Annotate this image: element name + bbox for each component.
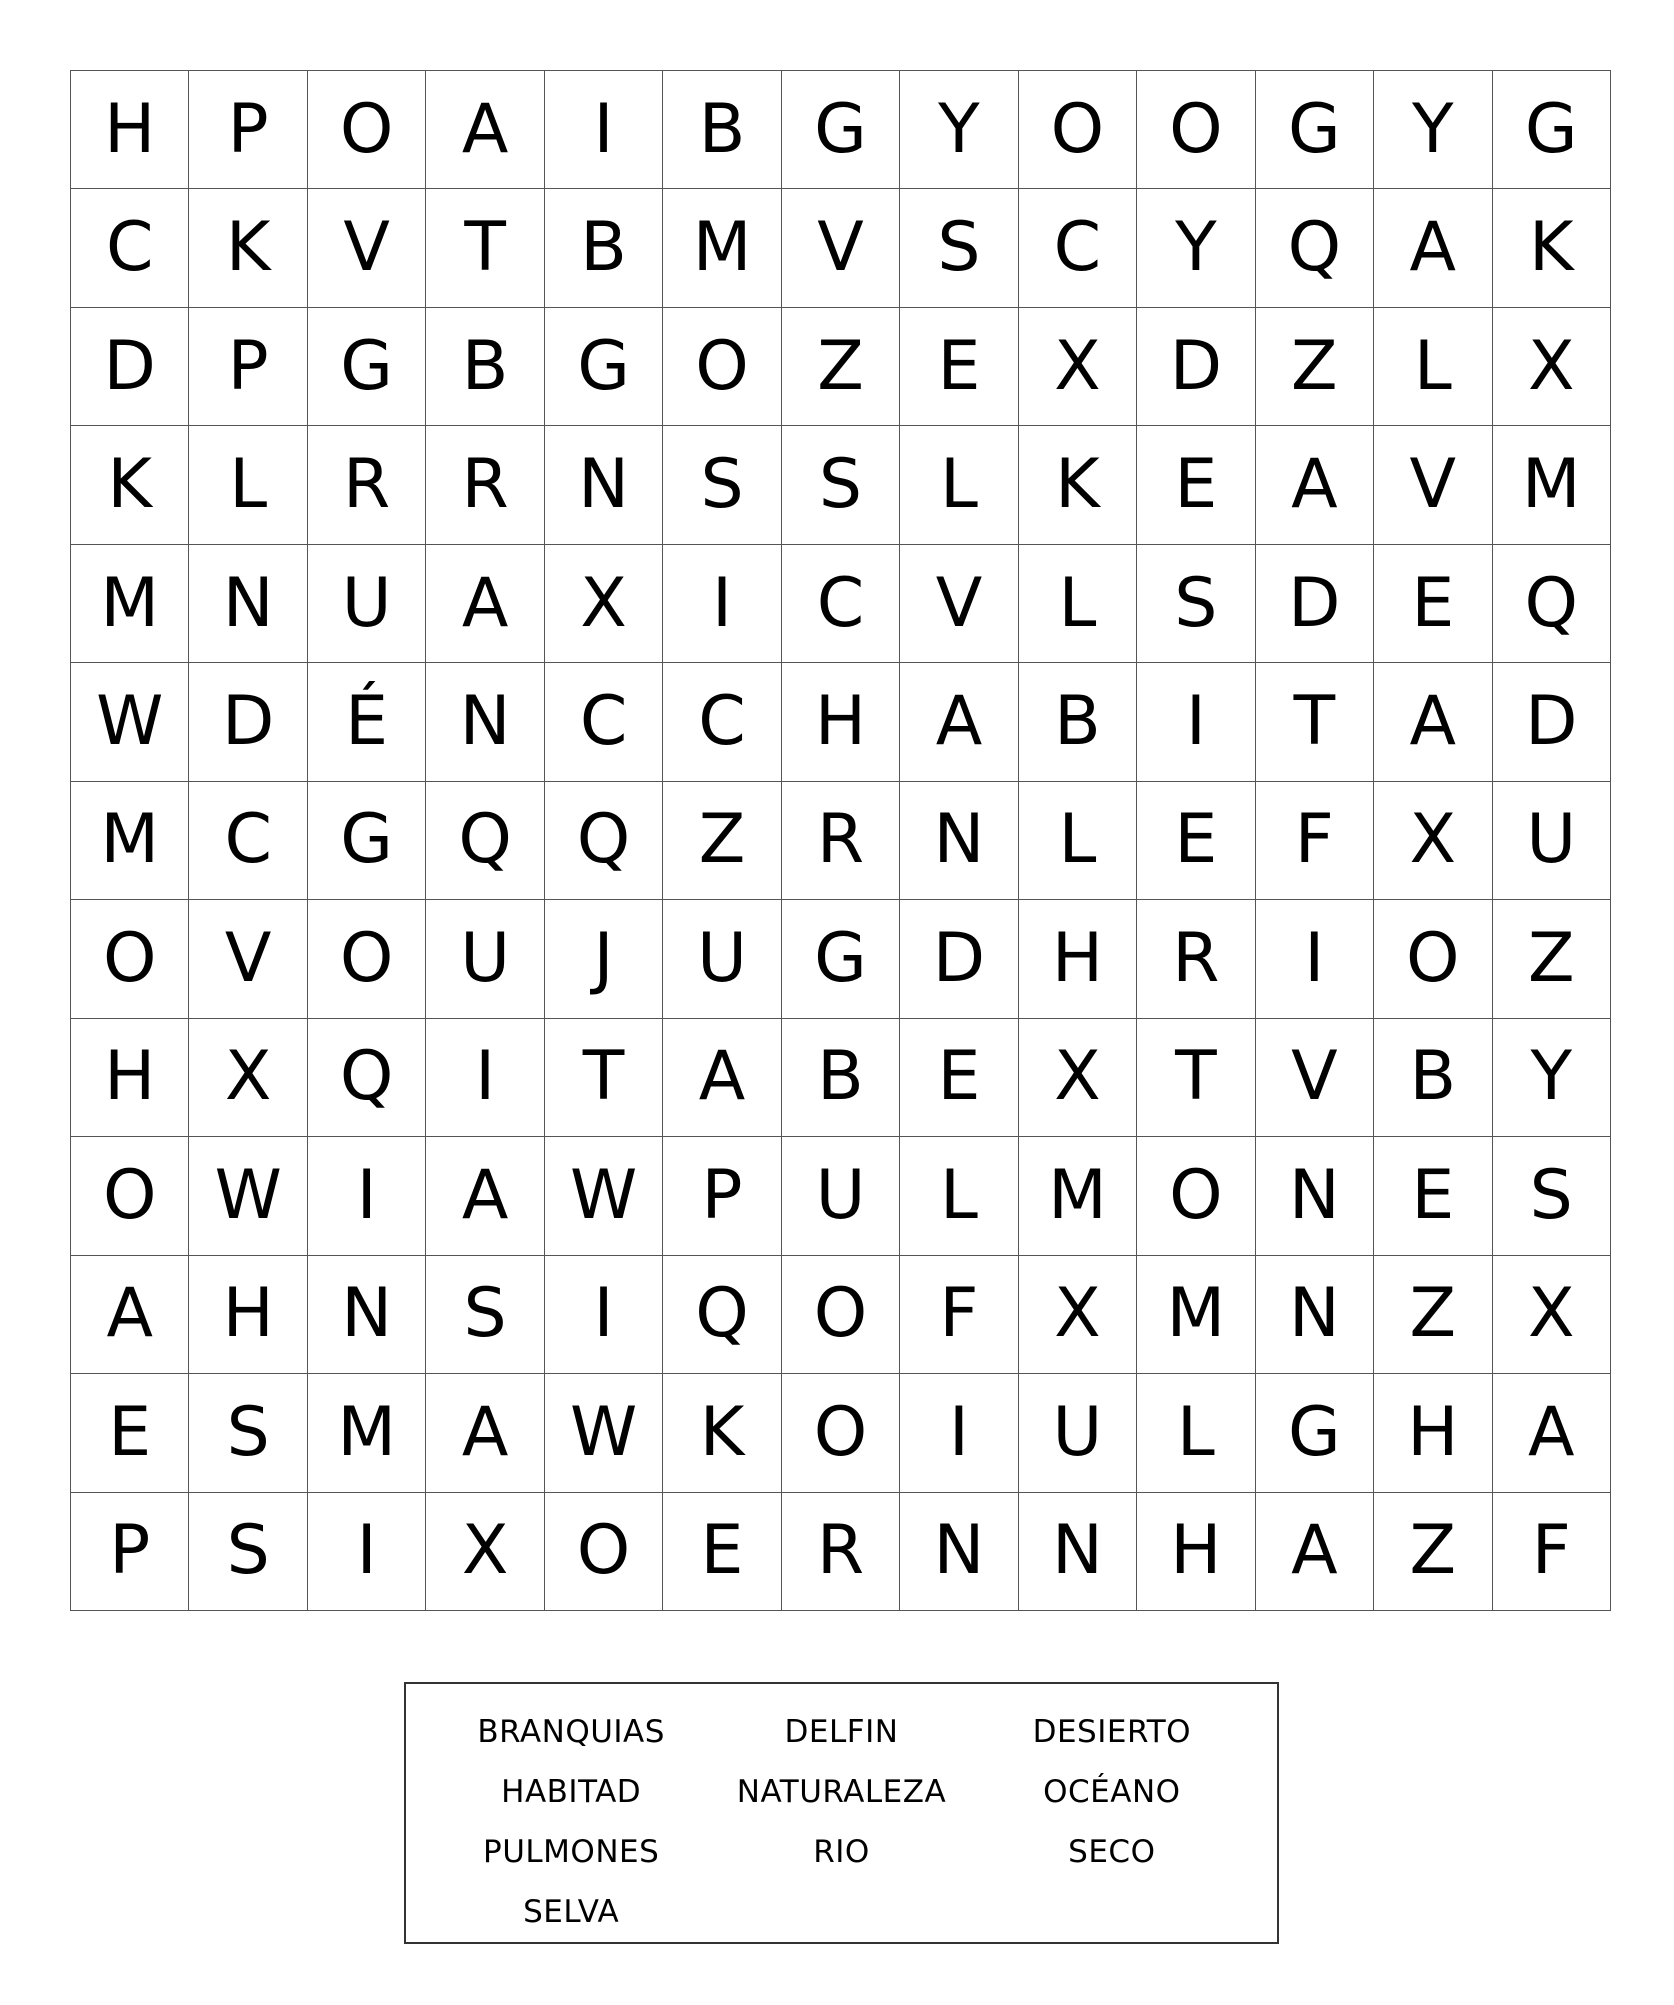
word-bank-item: OCÉANO [1043, 1774, 1181, 1810]
grid-cell[interactable]: V [782, 189, 900, 307]
word-bank-item: DELFIN [784, 1714, 899, 1750]
grid-cell[interactable]: B [545, 189, 663, 307]
grid-cell[interactable]: U [1019, 1374, 1137, 1492]
grid-cell[interactable]: L [189, 426, 307, 544]
grid-cell[interactable]: I [308, 1137, 426, 1255]
grid-cell[interactable]: N [1256, 1137, 1374, 1255]
word-bank-item: DESIERTO [1032, 1714, 1192, 1750]
word-bank-item: RIO [813, 1834, 870, 1870]
grid-cell[interactable]: F [1256, 782, 1374, 900]
grid-cell[interactable]: S [1493, 1137, 1611, 1255]
grid-cell[interactable]: H [782, 663, 900, 781]
grid-cell[interactable]: L [1019, 782, 1137, 900]
grid-cell[interactable]: N [308, 1256, 426, 1374]
grid-cell[interactable]: A [1493, 1374, 1611, 1492]
grid-cell[interactable]: L [900, 1137, 1018, 1255]
grid-cell[interactable]: O [782, 1256, 900, 1374]
grid-cell[interactable]: D [71, 308, 189, 426]
grid-cell[interactable]: A [1374, 189, 1492, 307]
grid-cell[interactable]: B [1019, 663, 1137, 781]
grid-cell[interactable]: N [545, 426, 663, 544]
grid-cell[interactable]: N [900, 782, 1018, 900]
grid-cell[interactable]: I [1256, 900, 1374, 1018]
grid-cell[interactable]: B [1374, 1019, 1492, 1137]
word-bank-item: BRANQUIAS [477, 1714, 665, 1750]
grid-cell[interactable]: K [71, 426, 189, 544]
grid-cell[interactable]: Z [663, 782, 781, 900]
grid-cell[interactable]: R [1137, 900, 1255, 1018]
grid-cell[interactable]: L [1137, 1374, 1255, 1492]
grid-cell[interactable]: S [782, 426, 900, 544]
grid-cell[interactable]: R [308, 426, 426, 544]
grid-cell[interactable]: X [1374, 782, 1492, 900]
grid-cell[interactable]: H [189, 1256, 307, 1374]
grid-cell[interactable]: G [308, 308, 426, 426]
grid-cell[interactable]: U [782, 1137, 900, 1255]
grid-cell[interactable]: A [1374, 663, 1492, 781]
grid-cell[interactable]: C [545, 663, 663, 781]
grid-cell[interactable]: S [1137, 545, 1255, 663]
grid-cell[interactable]: A [1256, 426, 1374, 544]
grid-cell[interactable]: G [545, 308, 663, 426]
grid-cell[interactable]: O [782, 1374, 900, 1492]
grid-cell[interactable]: S [189, 1374, 307, 1492]
grid-cell[interactable]: L [900, 426, 1018, 544]
grid-cell[interactable]: G [782, 900, 900, 1018]
word-bank-item: SELVA [523, 1894, 620, 1930]
grid-cell[interactable]: M [1019, 1137, 1137, 1255]
grid-cell[interactable]: W [71, 663, 189, 781]
grid-cell[interactable]: D [900, 900, 1018, 1018]
grid-cell[interactable]: G [1256, 71, 1374, 189]
grid-cell[interactable]: N [426, 663, 544, 781]
grid-cell[interactable]: G [1493, 71, 1611, 189]
grid-cell[interactable]: F [900, 1256, 1018, 1374]
grid-cell[interactable]: L [1019, 545, 1137, 663]
grid-cell[interactable]: E [663, 1493, 781, 1611]
grid-cell[interactable]: V [900, 545, 1018, 663]
grid-cell[interactable]: X [189, 1019, 307, 1137]
grid-cell[interactable]: E [900, 1019, 1018, 1137]
grid-cell[interactable]: P [663, 1137, 781, 1255]
grid-cell[interactable]: I [1137, 663, 1255, 781]
word-bank-item: SECO [1068, 1834, 1156, 1870]
grid-cell[interactable]: P [71, 1493, 189, 1611]
grid-cell[interactable]: H [71, 71, 189, 189]
word-bank-item: PULMONES [483, 1834, 660, 1870]
grid-cell[interactable]: Z [1256, 308, 1374, 426]
grid-cell[interactable]: X [1493, 1256, 1611, 1374]
grid-cell[interactable]: K [1493, 189, 1611, 307]
grid-cell[interactable]: Y [1137, 189, 1255, 307]
grid-cell[interactable]: C [1019, 189, 1137, 307]
grid-cell[interactable]: É [308, 663, 426, 781]
grid-cell[interactable]: E [71, 1374, 189, 1492]
grid-cell[interactable]: G [1256, 1374, 1374, 1492]
grid-cell[interactable]: L [1374, 308, 1492, 426]
grid-cell[interactable]: A [426, 545, 544, 663]
grid-cell[interactable]: H [71, 1019, 189, 1137]
grid-cell[interactable]: C [71, 189, 189, 307]
grid-cell[interactable]: C [782, 545, 900, 663]
grid-cell[interactable]: R [782, 1493, 900, 1611]
grid-cell[interactable]: T [1137, 1019, 1255, 1137]
grid-cell[interactable]: O [308, 71, 426, 189]
grid-cell[interactable]: W [545, 1374, 663, 1492]
grid-cell[interactable]: E [900, 308, 1018, 426]
grid-cell[interactable]: V [1374, 426, 1492, 544]
grid-cell[interactable]: V [308, 189, 426, 307]
grid-cell[interactable]: D [1256, 545, 1374, 663]
grid-cell[interactable]: O [545, 1493, 663, 1611]
grid-cell[interactable]: Y [900, 71, 1018, 189]
grid-cell[interactable]: X [1019, 308, 1137, 426]
grid-cell[interactable]: E [1374, 545, 1492, 663]
grid-cell[interactable]: H [1374, 1374, 1492, 1492]
grid-cell[interactable]: I [545, 1256, 663, 1374]
grid-cell[interactable]: P [189, 71, 307, 189]
grid-cell[interactable]: T [1256, 663, 1374, 781]
grid-cell[interactable]: E [1137, 782, 1255, 900]
grid-cell[interactable]: X [426, 1493, 544, 1611]
grid-cell[interactable]: B [782, 1019, 900, 1137]
grid-cell[interactable]: T [426, 189, 544, 307]
grid-cell[interactable]: A [426, 1374, 544, 1492]
grid-cell[interactable]: Q [663, 1256, 781, 1374]
grid-cell[interactable]: R [782, 782, 900, 900]
grid-cell[interactable]: M [1493, 426, 1611, 544]
grid-cell[interactable]: M [71, 782, 189, 900]
grid-cell[interactable]: Z [1374, 1493, 1492, 1611]
grid-cell[interactable]: A [426, 1137, 544, 1255]
grid-cell[interactable]: S [426, 1256, 544, 1374]
grid-cell[interactable]: X [1019, 1256, 1137, 1374]
grid-cell[interactable]: D [1493, 663, 1611, 781]
grid-cell[interactable]: A [1256, 1493, 1374, 1611]
grid-cell[interactable]: D [1137, 308, 1255, 426]
grid-cell[interactable]: N [900, 1493, 1018, 1611]
grid-cell[interactable]: U [308, 545, 426, 663]
grid-cell[interactable]: K [1019, 426, 1137, 544]
grid-cell[interactable]: M [1137, 1256, 1255, 1374]
grid-cell[interactable]: O [71, 900, 189, 1018]
word-bank [404, 1682, 1279, 1944]
grid-cell[interactable]: B [426, 308, 544, 426]
grid-cell[interactable]: T [545, 1019, 663, 1137]
grid-cell[interactable]: C [663, 663, 781, 781]
grid-cell[interactable]: C [189, 782, 307, 900]
grid-cell[interactable]: U [663, 900, 781, 1018]
grid-cell[interactable]: J [545, 900, 663, 1018]
grid-cell[interactable]: X [1493, 308, 1611, 426]
grid-cell[interactable]: I [426, 1019, 544, 1137]
grid-cell[interactable]: O [308, 900, 426, 1018]
grid-cell[interactable]: Z [1374, 1256, 1492, 1374]
grid-cell[interactable]: K [663, 1374, 781, 1492]
grid-cell[interactable]: D [189, 663, 307, 781]
grid-cell[interactable]: U [1493, 782, 1611, 900]
grid-cell[interactable]: X [545, 545, 663, 663]
grid-cell[interactable]: O [1137, 1137, 1255, 1255]
grid-cell[interactable]: N [1019, 1493, 1137, 1611]
grid-cell[interactable]: O [1374, 900, 1492, 1018]
grid-cell[interactable]: S [900, 189, 1018, 307]
word-bank-item: HABITAD [501, 1774, 642, 1810]
grid-cell[interactable]: E [1137, 426, 1255, 544]
grid-cell[interactable]: M [308, 1374, 426, 1492]
grid-cell[interactable]: F [1493, 1493, 1611, 1611]
grid-cell[interactable]: E [1374, 1137, 1492, 1255]
grid-cell[interactable]: I [545, 71, 663, 189]
grid-cell[interactable]: N [1256, 1256, 1374, 1374]
grid-cell[interactable]: V [189, 900, 307, 1018]
grid-cell[interactable]: A [426, 71, 544, 189]
grid-cell[interactable]: Q [426, 782, 544, 900]
grid-cell[interactable]: A [663, 1019, 781, 1137]
grid-cell[interactable]: U [426, 900, 544, 1018]
word-bank-item: NATURALEZA [736, 1774, 947, 1810]
grid-cell[interactable]: Z [782, 308, 900, 426]
grid-cell[interactable]: Z [1493, 900, 1611, 1018]
grid-cell[interactable]: B [663, 71, 781, 189]
grid-cell[interactable]: Y [1493, 1019, 1611, 1137]
grid-cell[interactable]: K [189, 189, 307, 307]
grid-cell[interactable]: Y [1374, 71, 1492, 189]
grid-cell[interactable]: G [308, 782, 426, 900]
grid-cell[interactable]: W [545, 1137, 663, 1255]
grid-cell[interactable]: A [900, 663, 1018, 781]
grid-cell[interactable]: A [71, 1256, 189, 1374]
grid-cell[interactable]: X [1019, 1019, 1137, 1137]
grid-cell[interactable]: G [782, 71, 900, 189]
grid-cell[interactable]: O [1019, 71, 1137, 189]
grid-cell[interactable]: Q [308, 1019, 426, 1137]
grid-cell[interactable]: V [1256, 1019, 1374, 1137]
grid-cell[interactable]: Q [545, 782, 663, 900]
grid-cell[interactable]: Q [1256, 189, 1374, 307]
grid-cell[interactable]: R [426, 426, 544, 544]
letter-grid [70, 70, 1611, 1611]
grid-cell[interactable]: H [1137, 1493, 1255, 1611]
grid-cell[interactable]: W [189, 1137, 307, 1255]
grid-cell[interactable]: I [663, 545, 781, 663]
grid-cell[interactable]: M [71, 545, 189, 663]
grid-cell[interactable]: M [663, 189, 781, 307]
grid-cell[interactable]: S [663, 426, 781, 544]
grid-cell[interactable]: I [308, 1493, 426, 1611]
grid-cell[interactable]: N [189, 545, 307, 663]
grid-cell[interactable]: H [1019, 900, 1137, 1018]
grid-cell[interactable]: O [663, 308, 781, 426]
grid-cell[interactable]: O [1137, 71, 1255, 189]
grid-cell[interactable]: I [900, 1374, 1018, 1492]
grid-cell[interactable]: Q [1493, 545, 1611, 663]
grid-cell[interactable]: S [189, 1493, 307, 1611]
grid-cell[interactable]: P [189, 308, 307, 426]
grid-cell[interactable]: O [71, 1137, 189, 1255]
